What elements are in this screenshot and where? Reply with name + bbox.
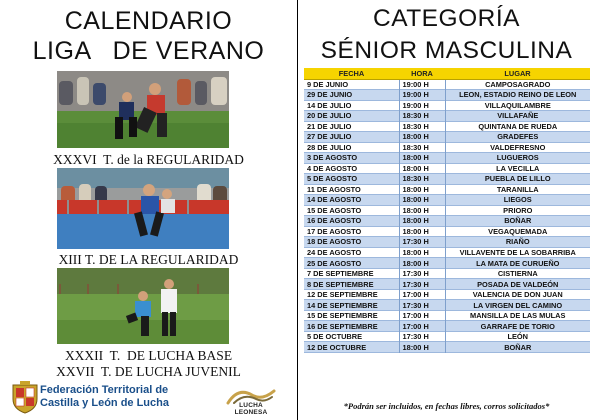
row-time: 17:30 H [399,268,445,279]
row-date: 16 DE SEPTIEMBRE [304,321,399,332]
table-row [304,121,590,132]
row-place: POSADA DE VALDEÓN [445,279,590,290]
schedule-body [304,79,590,352]
table-row [304,247,590,258]
row-date: 15 DE SEPTIEMBRE [304,310,399,321]
table-row [304,163,590,174]
federation-crest-icon [10,381,40,415]
row-time: 19:00 H [399,79,445,90]
row-time: 17:30 H [399,331,445,342]
row-time: 17:30 H [399,279,445,290]
row-place: VILLAVENTE DE LA SOBARRIBA [445,247,590,258]
table-row [304,342,590,353]
federation-name [40,384,169,410]
row-time: 17:30 H [399,300,445,311]
row-place: VALENCIA DE DON JUAN [445,289,590,300]
table-row [304,195,590,206]
federation-name-line1: Federación Territorial de [40,384,169,396]
table-row [304,132,590,143]
table-row [304,184,590,195]
row-place: CISTIERNA [445,268,590,279]
row-time: 18:00 H [399,205,445,216]
row-date: 21 DE JULIO [304,121,399,132]
row-time: 17:00 H [399,310,445,321]
row-time: 18:30 H [399,174,445,185]
table-row [304,90,590,101]
row-place: LUGUEROS [445,153,590,164]
row-time: 18:00 H [399,153,445,164]
row-date: 11 DE AGOSTO [304,184,399,195]
table-row [304,216,590,227]
row-date: 12 DE OCTUBRE [304,342,399,353]
row-time: 18:00 H [399,342,445,353]
row-date: 14 DE JULIO [304,100,399,111]
row-time: 18:00 H [399,132,445,143]
table-row [304,289,590,300]
row-date: 29 DE JUNIO [304,90,399,101]
row-place: GARRAFE DE TORIO [445,321,590,332]
table-row [304,100,590,111]
row-place: PUEBLA DE LILLO [445,174,590,185]
row-place: VALDEFRESNO [445,142,590,153]
row-place: LA MATA DE CURUEÑO [445,258,590,269]
row-date: 14 DE AGOSTO [304,195,399,206]
calendar-title-line1: CALENDARIO [64,7,233,35]
row-time: 18:00 H [399,184,445,195]
row-time: 19:00 H [399,100,445,111]
row-place: RIAÑO [445,237,590,248]
table-row [304,268,590,279]
row-place: CAMPOSAGRADO [445,79,590,90]
row-time: 18:00 H [399,163,445,174]
table-row [304,142,590,153]
table-row [304,321,590,332]
wrestling-photo-regularidad [57,71,229,148]
row-time: 18:30 H [399,111,445,122]
table-row [304,174,590,185]
table-row [304,153,590,164]
row-place: BOÑAR [445,342,590,353]
table-row [304,226,590,237]
row-date: 24 DE AGOSTO [304,247,399,258]
row-date: 5 DE OCTUBRE [304,331,399,342]
row-place: VEGAQUEMADA [445,226,590,237]
table-row [304,258,590,269]
header-fecha: FECHA [304,68,399,79]
row-date: 3 DE AGOSTO [304,153,399,164]
row-place: TARANILLA [445,184,590,195]
row-date: 28 DE JULIO [304,142,399,153]
row-place: BOÑAR [445,216,590,227]
row-time: 17:00 H [399,289,445,300]
category-title-line1: CATEGORÍA [373,5,520,32]
caption-regularidad-xxxvi: XXXVI T. de la REGULARIDAD [53,152,244,167]
table-row [304,79,590,90]
row-date: 8 DE SEPTIEMBRE [304,279,399,290]
row-place: LEÓN [445,331,590,342]
row-date: 14 DE SEPTIEMBRE [304,300,399,311]
row-place: MANSILLA DE LAS MULAS [445,310,590,321]
caption-lucha-juvenil: XXVII T. DE LUCHA JUVENIL [56,364,241,379]
schedule-header-row [304,68,590,79]
row-time: 19:00 H [399,90,445,101]
row-date: 5 DE AGOSTO [304,174,399,185]
wrestling-photo-lucha-base [57,268,229,344]
caption-lucha-base: XXXII T. DE LUCHA BASE [64,348,233,363]
row-place: LEON, ESTADIO REINO DE LEON [445,90,590,101]
row-place: LA VIRGEN DEL CAMINO [445,300,590,311]
caption-regularidad-xiii: XIII T. DE LA REGULARIDAD [58,252,239,267]
row-time: 18:00 H [399,247,445,258]
header-lugar: LUGAR [445,68,590,79]
schedule-table [304,68,590,353]
row-place: LA VECILLA [445,163,590,174]
row-place: PRIORO [445,205,590,216]
row-date: 18 DE AGOSTO [304,237,399,248]
category-title-line2: SÉNIOR MASCULINA [320,37,573,64]
row-date: 25 DE AGOSTO [304,258,399,269]
calendar-title-line2: LIGA DE VERANO [32,37,265,65]
row-time: 18:30 H [399,121,445,132]
table-row [304,279,590,290]
federation-name-line2: Castilla y León de Lucha [40,397,169,409]
header-hora: HORA [399,68,445,79]
lucha-leonesa-label: LUCHA LEONESA [234,402,268,416]
row-date: 17 DE AGOSTO [304,226,399,237]
table-row [304,310,590,321]
row-date: 9 DE JUNIO [304,79,399,90]
table-row [304,300,590,311]
table-row [304,111,590,122]
row-place: VILLAQUILAMBRE [445,100,590,111]
row-date: 20 DE JULIO [304,111,399,122]
row-time: 17:30 H [399,237,445,248]
row-time: 18:00 H [399,195,445,206]
row-time: 18:00 H [399,216,445,227]
row-time: 18:30 H [399,142,445,153]
row-time: 18:00 H [399,226,445,237]
row-date: 27 DE JULIO [304,132,399,143]
row-place: LIEGOS [445,195,590,206]
table-row [304,331,590,342]
row-date: 16 DE AGOSTO [304,216,399,227]
row-date: 7 DE SEPTIEMBRE [304,268,399,279]
row-place: GRADEFES [445,132,590,143]
row-time: 17:00 H [399,321,445,332]
row-place: VILLAFAÑE [445,111,590,122]
row-date: 12 DE SEPTIEMBRE [304,289,399,300]
row-time: 18:00 H [399,258,445,269]
table-row [304,237,590,248]
table-row [304,205,590,216]
row-place: QUINTANA DE RUEDA [445,121,590,132]
wrestling-photo-regularidad-xiii [57,168,229,249]
footnote: *Podrán ser incluidos, en fechas libres, corros solicitados* [343,401,550,411]
row-date: 4 DE AGOSTO [304,163,399,174]
row-date: 15 DE AGOSTO [304,205,399,216]
